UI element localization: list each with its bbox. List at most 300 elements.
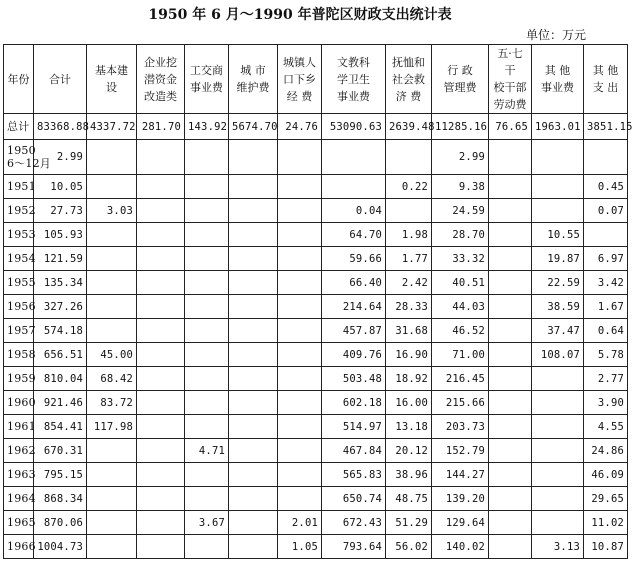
value-cell: 574.18 (34, 319, 87, 343)
value-cell: 71.00 (432, 343, 489, 367)
table-row (4, 223, 628, 247)
value-cell: 1004.73 (34, 535, 87, 559)
column-header-label: 合计 (49, 72, 71, 86)
value-cell: 670.31 (34, 439, 87, 463)
value-cell (278, 415, 322, 439)
value-cell (489, 295, 532, 319)
year-label: 1966 (7, 540, 36, 553)
value-cell: 602.18 (322, 391, 386, 415)
value-cell (87, 535, 137, 559)
value-cell: 9.38 (432, 175, 489, 199)
value-cell (489, 175, 532, 199)
value-cell: 44.03 (432, 295, 489, 319)
value-cell (532, 391, 584, 415)
value-cell (229, 199, 278, 223)
value-cell (137, 295, 185, 319)
value-cell (185, 463, 229, 487)
year-cell (4, 199, 34, 223)
column-header (584, 45, 628, 114)
value-cell (137, 415, 185, 439)
year-cell (4, 319, 34, 343)
value-cell (278, 199, 322, 223)
value-cell: 24.76 (278, 114, 322, 140)
value-cell (532, 367, 584, 391)
column-header (532, 45, 584, 114)
value-cell (229, 415, 278, 439)
value-cell: 870.06 (34, 511, 87, 535)
value-cell: 203.73 (432, 415, 489, 439)
value-cell (278, 140, 322, 175)
value-cell: 1.77 (386, 247, 432, 271)
table-title: 1950 年 6 月～1990 年普陀区财政支出统计表 (148, 7, 452, 23)
column-header-label: 其 他 支 出 (592, 64, 619, 94)
value-cell: 3.90 (584, 391, 628, 415)
table-row (4, 199, 628, 223)
value-cell: 503.48 (322, 367, 386, 391)
value-cell (229, 319, 278, 343)
column-header (489, 45, 532, 114)
value-cell (532, 175, 584, 199)
value-cell: 1.05 (278, 535, 322, 559)
year-label: 1964 (7, 492, 36, 505)
value-cell: 2.99 (432, 140, 489, 175)
value-cell (386, 199, 432, 223)
year-label: 1954 (7, 252, 36, 265)
year-label: 1960 (7, 396, 36, 409)
year-label: 1956 (7, 300, 36, 313)
value-cell (137, 199, 185, 223)
column-header (87, 45, 137, 114)
value-cell: 83368.88 (34, 114, 87, 140)
table-row (4, 295, 628, 319)
value-cell (278, 439, 322, 463)
value-cell (489, 391, 532, 415)
value-cell (137, 391, 185, 415)
value-cell: 215.66 (432, 391, 489, 415)
value-cell: 59.66 (322, 247, 386, 271)
year-cell (4, 391, 34, 415)
year-label: 1962 (7, 444, 36, 457)
value-cell (278, 247, 322, 271)
value-cell: 152.79 (432, 439, 489, 463)
value-cell: 793.64 (322, 535, 386, 559)
value-cell (489, 343, 532, 367)
value-cell: 56.02 (386, 535, 432, 559)
value-cell: 24.86 (584, 439, 628, 463)
value-cell: 3.03 (87, 199, 137, 223)
value-cell (229, 247, 278, 271)
value-cell (532, 140, 584, 175)
value-cell: 4.71 (185, 439, 229, 463)
value-cell: 48.75 (386, 487, 432, 511)
column-header-label: 其 他 事业费 (541, 64, 574, 94)
year-cell (4, 295, 34, 319)
table-row (4, 247, 628, 271)
value-cell (532, 487, 584, 511)
value-cell: 37.47 (532, 319, 584, 343)
value-cell (87, 319, 137, 343)
value-cell (489, 535, 532, 559)
value-cell: 105.93 (34, 223, 87, 247)
value-cell: 38.59 (532, 295, 584, 319)
value-cell: 144.27 (432, 463, 489, 487)
value-cell (489, 439, 532, 463)
value-cell (137, 271, 185, 295)
value-cell (489, 271, 532, 295)
value-cell: 3.13 (532, 535, 584, 559)
value-cell: 6.97 (584, 247, 628, 271)
value-cell: 3.42 (584, 271, 628, 295)
value-cell (489, 247, 532, 271)
year-cell (4, 439, 34, 463)
value-cell: 457.87 (322, 319, 386, 343)
value-cell (322, 175, 386, 199)
value-cell (185, 271, 229, 295)
column-header (4, 45, 34, 114)
value-cell: 0.22 (386, 175, 432, 199)
year-label: 1955 (7, 276, 36, 289)
value-cell: 11285.16 (432, 114, 489, 140)
year-label: 6～12月 (7, 157, 51, 170)
value-cell (229, 271, 278, 295)
column-header (322, 45, 386, 114)
value-cell (87, 175, 137, 199)
value-cell: 20.12 (386, 439, 432, 463)
unit-label: 单位：万元 (525, 28, 586, 42)
column-header (137, 45, 185, 114)
header-row (4, 45, 628, 114)
value-cell (185, 367, 229, 391)
value-cell: 29.65 (584, 487, 628, 511)
value-cell: 1.67 (584, 295, 628, 319)
table-row (4, 114, 628, 140)
year-cell (4, 247, 34, 271)
column-header (432, 45, 489, 114)
value-cell: 66.40 (322, 271, 386, 295)
value-cell: 5674.70 (229, 114, 278, 140)
value-cell (185, 319, 229, 343)
value-cell: 10.87 (584, 535, 628, 559)
value-cell: 22.59 (532, 271, 584, 295)
value-cell: 51.29 (386, 511, 432, 535)
value-cell: 868.34 (34, 487, 87, 511)
value-cell: 28.70 (432, 223, 489, 247)
value-cell (87, 295, 137, 319)
value-cell: 10.05 (34, 175, 87, 199)
value-cell: 3.67 (185, 511, 229, 535)
column-header-label: 文教科 学卫生 事业费 (337, 55, 370, 103)
value-cell: 33.32 (432, 247, 489, 271)
value-cell (489, 511, 532, 535)
column-header-label: 工交商 事业费 (190, 64, 223, 94)
value-cell: 565.83 (322, 463, 386, 487)
value-cell: 40.51 (432, 271, 489, 295)
year-cell (4, 511, 34, 535)
value-cell (137, 319, 185, 343)
value-cell (137, 175, 185, 199)
value-cell: 0.45 (584, 175, 628, 199)
value-cell: 672.43 (322, 511, 386, 535)
value-cell: 1963.01 (532, 114, 584, 140)
value-cell: 83.72 (87, 391, 137, 415)
value-cell (87, 223, 137, 247)
value-cell (489, 415, 532, 439)
value-cell (185, 223, 229, 247)
value-cell (278, 295, 322, 319)
value-cell (229, 343, 278, 367)
value-cell: 38.96 (386, 463, 432, 487)
column-header-label: 五·七干 校干部 劳动费 (493, 47, 527, 111)
expenditure-table (3, 44, 633, 559)
value-cell (87, 439, 137, 463)
value-cell (532, 439, 584, 463)
value-cell: 68.42 (87, 367, 137, 391)
year-label: 1957 (7, 324, 36, 337)
value-cell: 281.70 (137, 114, 185, 140)
value-cell (185, 535, 229, 559)
column-header (229, 45, 278, 114)
year-label: 1953 (7, 228, 36, 241)
value-cell: 2639.48 (386, 114, 432, 140)
value-cell (229, 223, 278, 247)
value-cell (87, 487, 137, 511)
table-row (4, 439, 628, 463)
table-row (4, 367, 628, 391)
value-cell (584, 223, 628, 247)
value-cell (278, 463, 322, 487)
value-cell (137, 343, 185, 367)
table-row (4, 391, 628, 415)
value-cell: 108.07 (532, 343, 584, 367)
year-label: 1961 (7, 420, 36, 433)
value-cell: 0.07 (584, 199, 628, 223)
value-cell: 467.84 (322, 439, 386, 463)
value-cell (532, 199, 584, 223)
value-cell: 18.92 (386, 367, 432, 391)
value-cell (185, 487, 229, 511)
column-header-label: 城镇人 口下乡 经 费 (283, 55, 316, 103)
value-cell: 11.02 (584, 511, 628, 535)
year-label: 1959 (7, 372, 36, 385)
value-cell (137, 223, 185, 247)
value-cell: 2.01 (278, 511, 322, 535)
column-header-label: 城 市 维护费 (236, 64, 270, 94)
value-cell (229, 391, 278, 415)
value-cell (532, 463, 584, 487)
value-cell (229, 487, 278, 511)
column-header-label: 基本建设 (95, 64, 128, 94)
value-cell: 31.68 (386, 319, 432, 343)
value-cell (137, 247, 185, 271)
year-cell (4, 343, 34, 367)
value-cell: 121.59 (34, 247, 87, 271)
value-cell (278, 391, 322, 415)
year-cell (4, 463, 34, 487)
value-cell: 16.00 (386, 391, 432, 415)
value-cell (185, 391, 229, 415)
table-row (4, 415, 628, 439)
value-cell: 129.64 (432, 511, 489, 535)
year-cell (4, 114, 34, 140)
value-cell: 1.98 (386, 223, 432, 247)
column-header (278, 45, 322, 114)
value-cell: 4337.72 (87, 114, 137, 140)
value-cell (137, 140, 185, 175)
value-cell: 656.51 (34, 343, 87, 367)
value-cell (137, 367, 185, 391)
value-cell: 135.34 (34, 271, 87, 295)
column-header-label: 行 政 管理费 (443, 64, 477, 94)
year-label: 1965 (7, 516, 36, 529)
value-cell: 46.09 (584, 463, 628, 487)
value-cell: 921.46 (34, 391, 87, 415)
value-cell: 0.04 (322, 199, 386, 223)
value-cell (185, 140, 229, 175)
column-header (386, 45, 432, 114)
value-cell (185, 199, 229, 223)
value-cell (489, 199, 532, 223)
value-cell (278, 319, 322, 343)
column-header-label: 年份 (7, 72, 30, 86)
value-cell: 45.00 (87, 343, 137, 367)
value-cell (229, 140, 278, 175)
table-row (4, 319, 628, 343)
value-cell (584, 140, 628, 175)
year-cell (4, 271, 34, 295)
value-cell (185, 247, 229, 271)
year-cell (4, 140, 51, 175)
table-row (4, 487, 628, 511)
table-row (4, 511, 628, 535)
value-cell (489, 463, 532, 487)
value-cell (137, 439, 185, 463)
value-cell: 795.15 (34, 463, 87, 487)
value-cell (87, 511, 137, 535)
year-label: 1963 (7, 468, 36, 481)
value-cell: 28.33 (386, 295, 432, 319)
table-row (4, 343, 628, 367)
value-cell (489, 367, 532, 391)
value-cell: 64.70 (322, 223, 386, 247)
year-cell (4, 535, 34, 559)
value-cell: 139.20 (432, 487, 489, 511)
value-cell: 16.90 (386, 343, 432, 367)
value-cell (87, 463, 137, 487)
year-cell (4, 367, 34, 391)
table-row (4, 175, 628, 199)
value-cell: 854.41 (34, 415, 87, 439)
value-cell: 53090.63 (322, 114, 386, 140)
value-cell: 13.18 (386, 415, 432, 439)
value-cell (229, 439, 278, 463)
year-label: 1958 (7, 348, 36, 361)
value-cell: 514.97 (322, 415, 386, 439)
value-cell (489, 140, 532, 175)
value-cell (278, 223, 322, 247)
value-cell (137, 487, 185, 511)
value-cell (278, 175, 322, 199)
year-cell (4, 175, 34, 199)
value-cell (229, 511, 278, 535)
table-row (4, 463, 628, 487)
value-cell (532, 511, 584, 535)
value-cell (137, 463, 185, 487)
year-cell (4, 223, 34, 247)
value-cell (185, 343, 229, 367)
value-cell: 2.77 (584, 367, 628, 391)
value-cell (87, 247, 137, 271)
value-cell (278, 487, 322, 511)
table-row (4, 535, 628, 559)
value-cell: 24.59 (432, 199, 489, 223)
value-cell (229, 367, 278, 391)
value-cell (489, 319, 532, 343)
value-cell (322, 140, 386, 175)
value-cell (137, 535, 185, 559)
value-cell (229, 295, 278, 319)
table-body (4, 114, 633, 559)
value-cell (137, 511, 185, 535)
table-row (4, 271, 628, 295)
value-cell: 19.87 (532, 247, 584, 271)
value-cell: 140.02 (432, 535, 489, 559)
value-cell (185, 415, 229, 439)
column-header-label: 抚恤和 社会救 济 费 (392, 55, 425, 103)
value-cell (87, 271, 137, 295)
value-cell (489, 487, 532, 511)
value-cell: 650.74 (322, 487, 386, 511)
value-cell: 327.26 (34, 295, 87, 319)
value-cell: 409.76 (322, 343, 386, 367)
value-cell: 810.04 (34, 367, 87, 391)
value-cell (229, 463, 278, 487)
value-cell (386, 140, 432, 175)
table-row (4, 140, 628, 175)
value-cell (185, 175, 229, 199)
value-cell (489, 223, 532, 247)
value-cell (229, 535, 278, 559)
value-cell: 4.55 (584, 415, 628, 439)
value-cell: 3851.15 (584, 114, 628, 140)
value-cell (532, 415, 584, 439)
value-cell: 5.78 (584, 343, 628, 367)
value-cell: 2.99 (34, 140, 87, 175)
value-cell: 214.64 (322, 295, 386, 319)
year-label: 1950 (7, 144, 36, 157)
year-label: 1952 (7, 204, 36, 217)
year-cell (4, 415, 34, 439)
value-cell (278, 271, 322, 295)
value-cell (229, 175, 278, 199)
value-cell (185, 295, 229, 319)
value-cell: 2.42 (386, 271, 432, 295)
value-cell: 76.65 (489, 114, 532, 140)
value-cell (278, 343, 322, 367)
value-cell: 27.73 (34, 199, 87, 223)
column-header (34, 45, 87, 114)
value-cell (278, 367, 322, 391)
value-cell: 216.45 (432, 367, 489, 391)
value-cell: 143.92 (185, 114, 229, 140)
year-cell (4, 487, 34, 511)
year-label: 1951 (7, 180, 36, 193)
value-cell: 117.98 (87, 415, 137, 439)
value-cell: 10.55 (532, 223, 584, 247)
value-cell: 46.52 (432, 319, 489, 343)
year-label: 总计 (7, 120, 30, 133)
column-header (185, 45, 229, 114)
value-cell: 0.64 (584, 319, 628, 343)
